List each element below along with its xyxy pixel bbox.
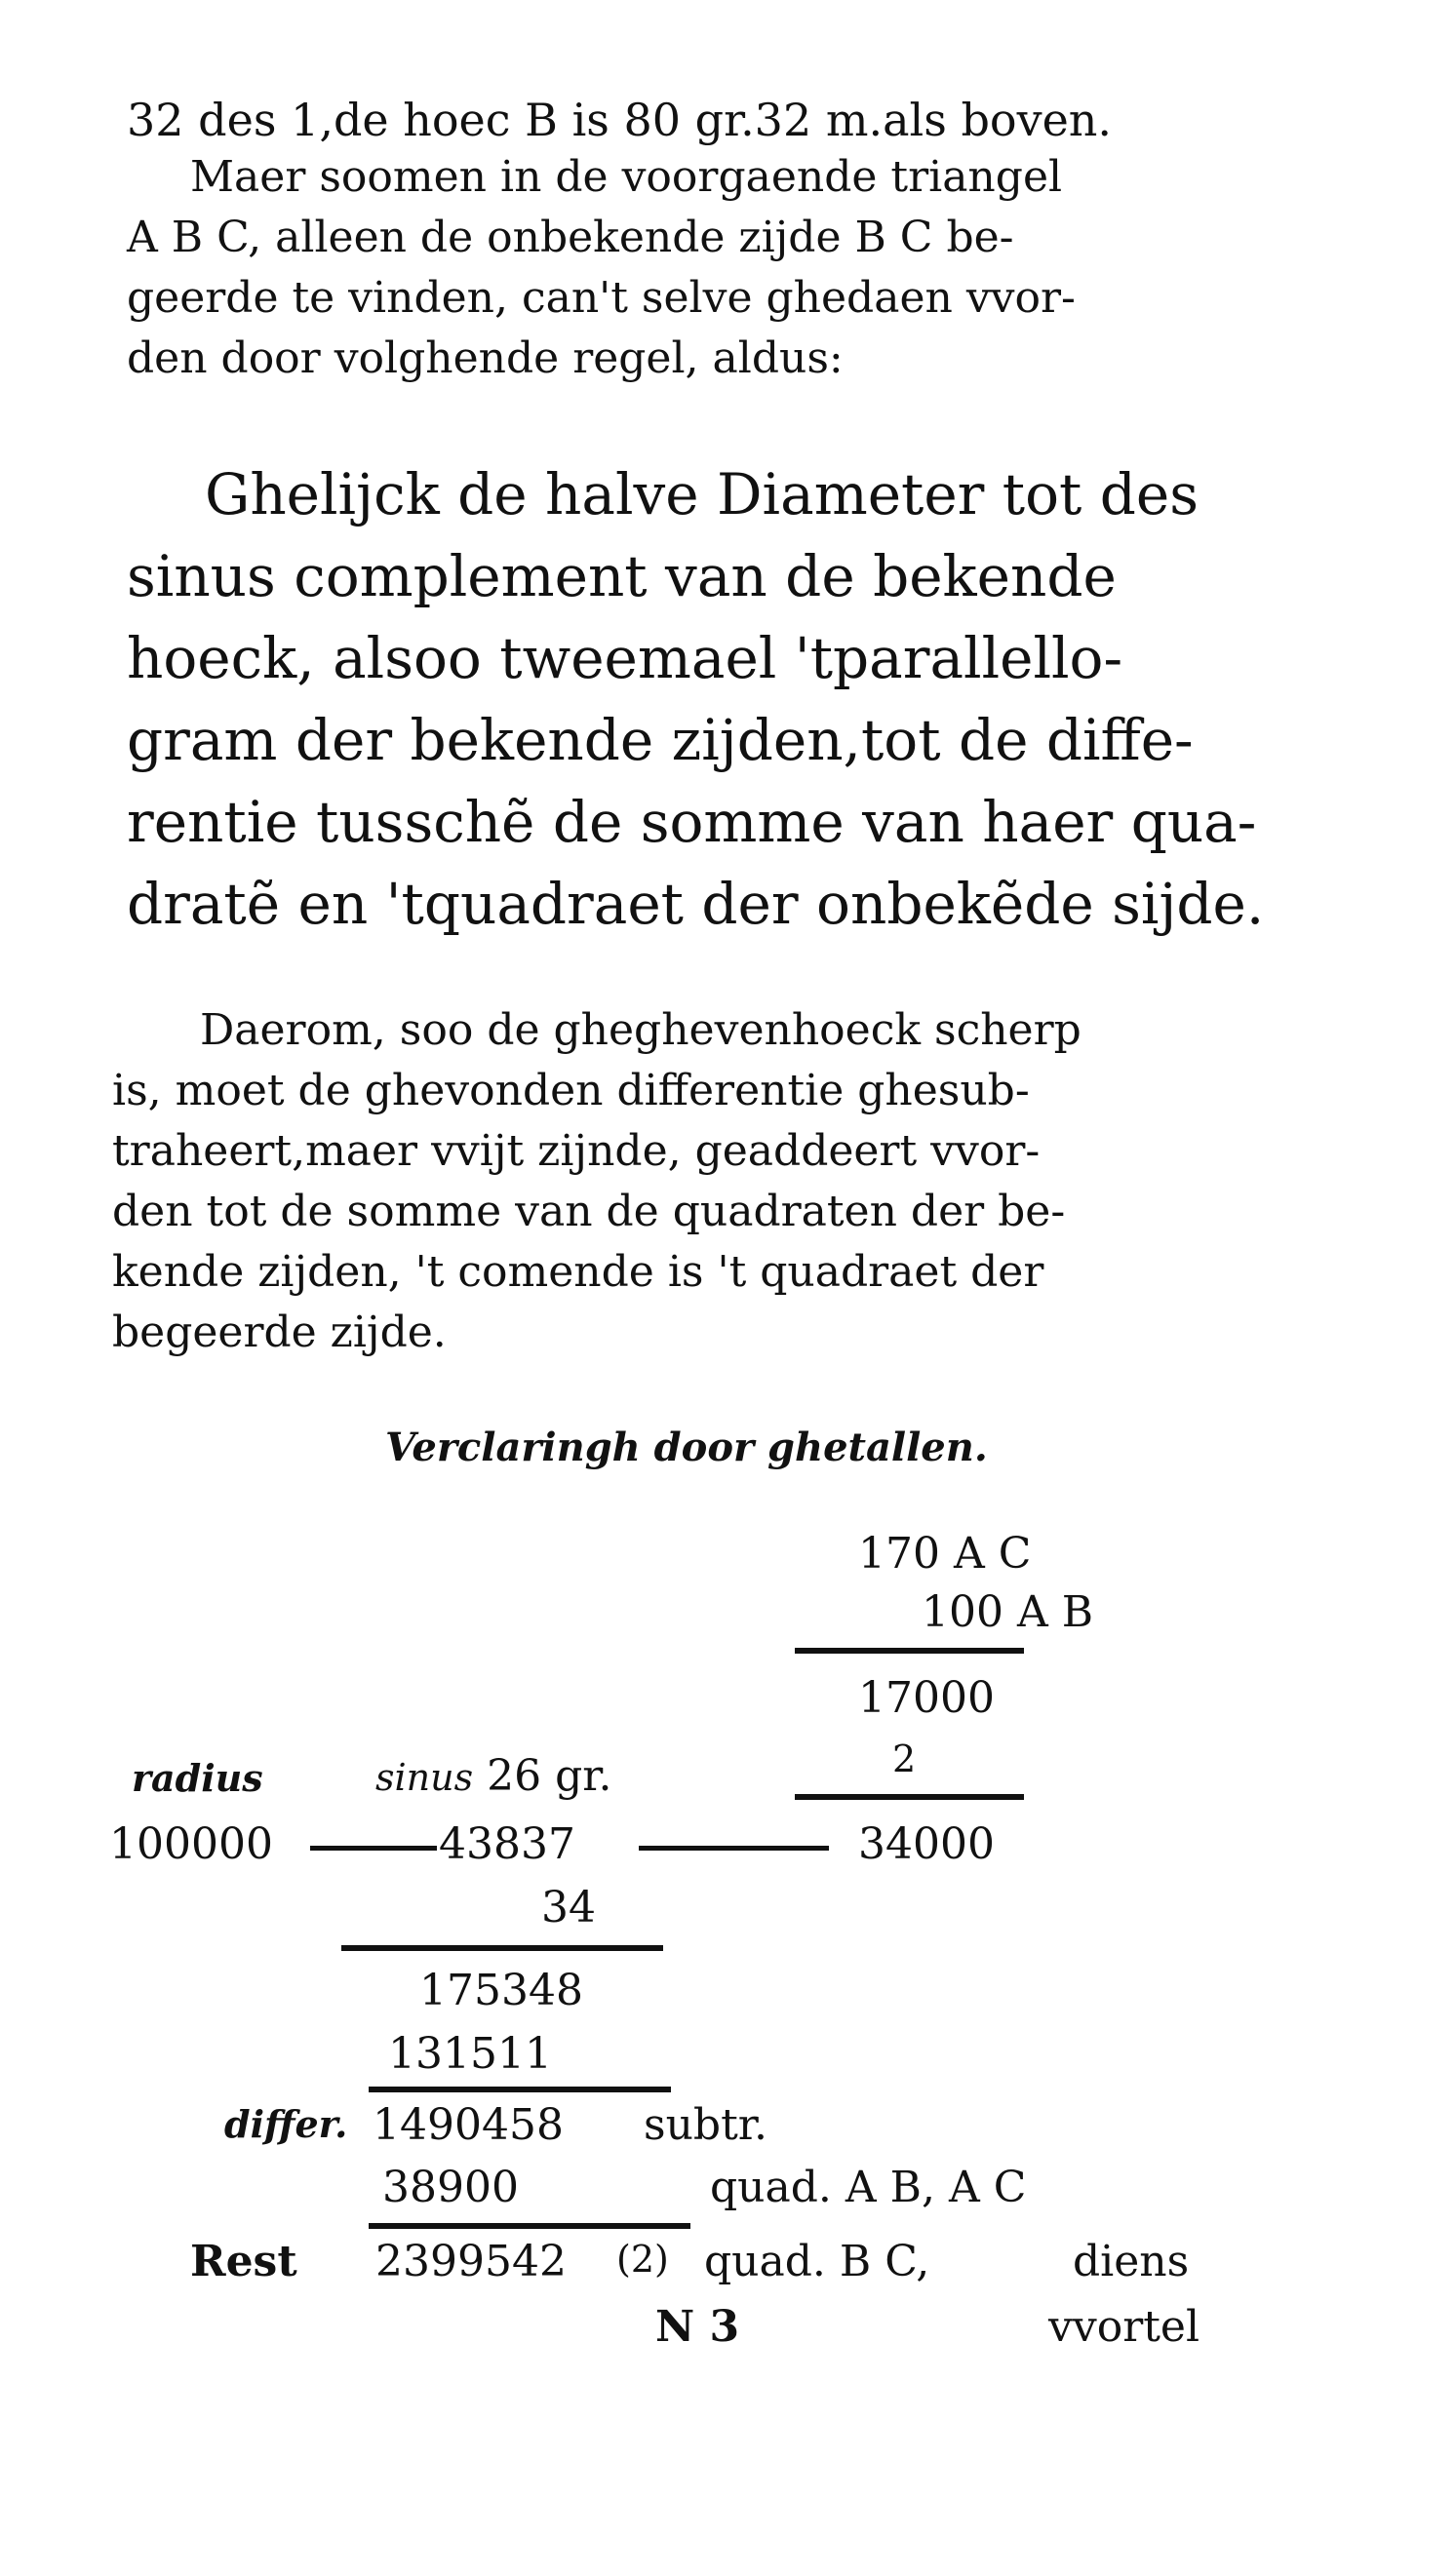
calc-diens: diens	[1073, 2237, 1190, 2286]
catchword: vvortel	[1048, 2302, 1200, 2352]
calc-radius-label: radius	[132, 1756, 263, 1800]
para1-line-2: A B C, alleen de onbekende zijde B C be-	[127, 213, 1014, 262]
calc-rest-desc: quad. B C,	[704, 2237, 930, 2286]
calc-differ-label: differ.	[224, 2102, 348, 2146]
sinus-word: sinus	[375, 1756, 474, 1799]
calc-dash-2	[639, 1846, 829, 1851]
rule-line-1: Ghelijck de halve Diameter tot des	[205, 461, 1199, 527]
calc-ac-value: 170 A C	[858, 1529, 1032, 1579]
calc-rest-label: Rest	[190, 2237, 297, 2286]
calc-rule-4	[369, 2087, 671, 2092]
rule-line-3: hoeck, alsoo tweemael 'tparallello-	[127, 625, 1123, 691]
calc-product: 17000	[858, 1673, 995, 1723]
calc-sinus-label	[375, 1751, 612, 1801]
para2-line-6: begeerde zijde.	[112, 1308, 447, 1357]
calc-squares-value: 38900	[382, 2163, 519, 2212]
calc-differ-value: 1490458	[373, 2100, 564, 2150]
calc-partial-1: 175348	[419, 1966, 583, 2015]
calc-rest-value: 2399542	[375, 2237, 567, 2286]
calc-rule-1	[795, 1648, 1024, 1654]
para2-line-4: den tot de somme van de quadraten der be-	[112, 1187, 1066, 1236]
calc-double-product: 34000	[858, 1819, 995, 1869]
calc-ab-value: 100 A B	[922, 1587, 1094, 1637]
calc-subtr-label: subtr.	[644, 2100, 767, 2150]
calc-squares-label: quad. A B, A C	[710, 2163, 1027, 2212]
calc-rule-3	[341, 1945, 663, 1951]
rule-line-4: gram der bekende zijden,tot de diffe-	[127, 707, 1194, 773]
calc-dash-1	[310, 1846, 437, 1851]
rule-line-6: dratẽ en 'tquadraet der onbekẽde sijde.	[127, 871, 1265, 937]
para1-line-1: Maer soomen in de voorgaende triangel	[190, 152, 1063, 202]
rule-line-5: rentie tusschẽ de somme van haer qua-	[127, 789, 1257, 855]
calc-rule-5	[369, 2223, 690, 2229]
sinus-degrees: 26 gr.	[487, 1751, 612, 1801]
calc-circled: (2)	[616, 2238, 669, 2281]
calc-multiplier: 2	[892, 1737, 917, 1780]
calc-partial-2: 131511	[388, 2029, 552, 2079]
calc-radius-value: 100000	[109, 1819, 273, 1869]
section-heading: Verclaringh door ghetallen.	[385, 1425, 988, 1470]
para1-line-3: geerde te vinden, can't selve ghedaen vvor-	[127, 273, 1076, 323]
page-signature: N 3	[655, 2302, 740, 2352]
para2-line-3: traheert,maer vvijt zijnde, geaddeert vvor-	[112, 1126, 1041, 1176]
calc-rule-2	[795, 1794, 1024, 1800]
para2-line-2: is, moet de ghevonden differentie ghesub-	[112, 1066, 1030, 1115]
para2-line-5: kende zijden, 't comende is 't quadraet der	[112, 1247, 1044, 1297]
header-line: 32 des 1,de hoec B is 80 gr.32 m.als boven.	[127, 94, 1113, 146]
rule-line-2: sinus complement van de bekende	[127, 543, 1117, 609]
calc-sinus-value: 43837	[439, 1819, 575, 1869]
calc-factor: 34	[541, 1883, 596, 1932]
para1-line-4: den door volghende regel, aldus:	[127, 333, 844, 383]
para2-line-1: Daerom, soo de gheghevenhoeck scherp	[200, 1005, 1081, 1055]
